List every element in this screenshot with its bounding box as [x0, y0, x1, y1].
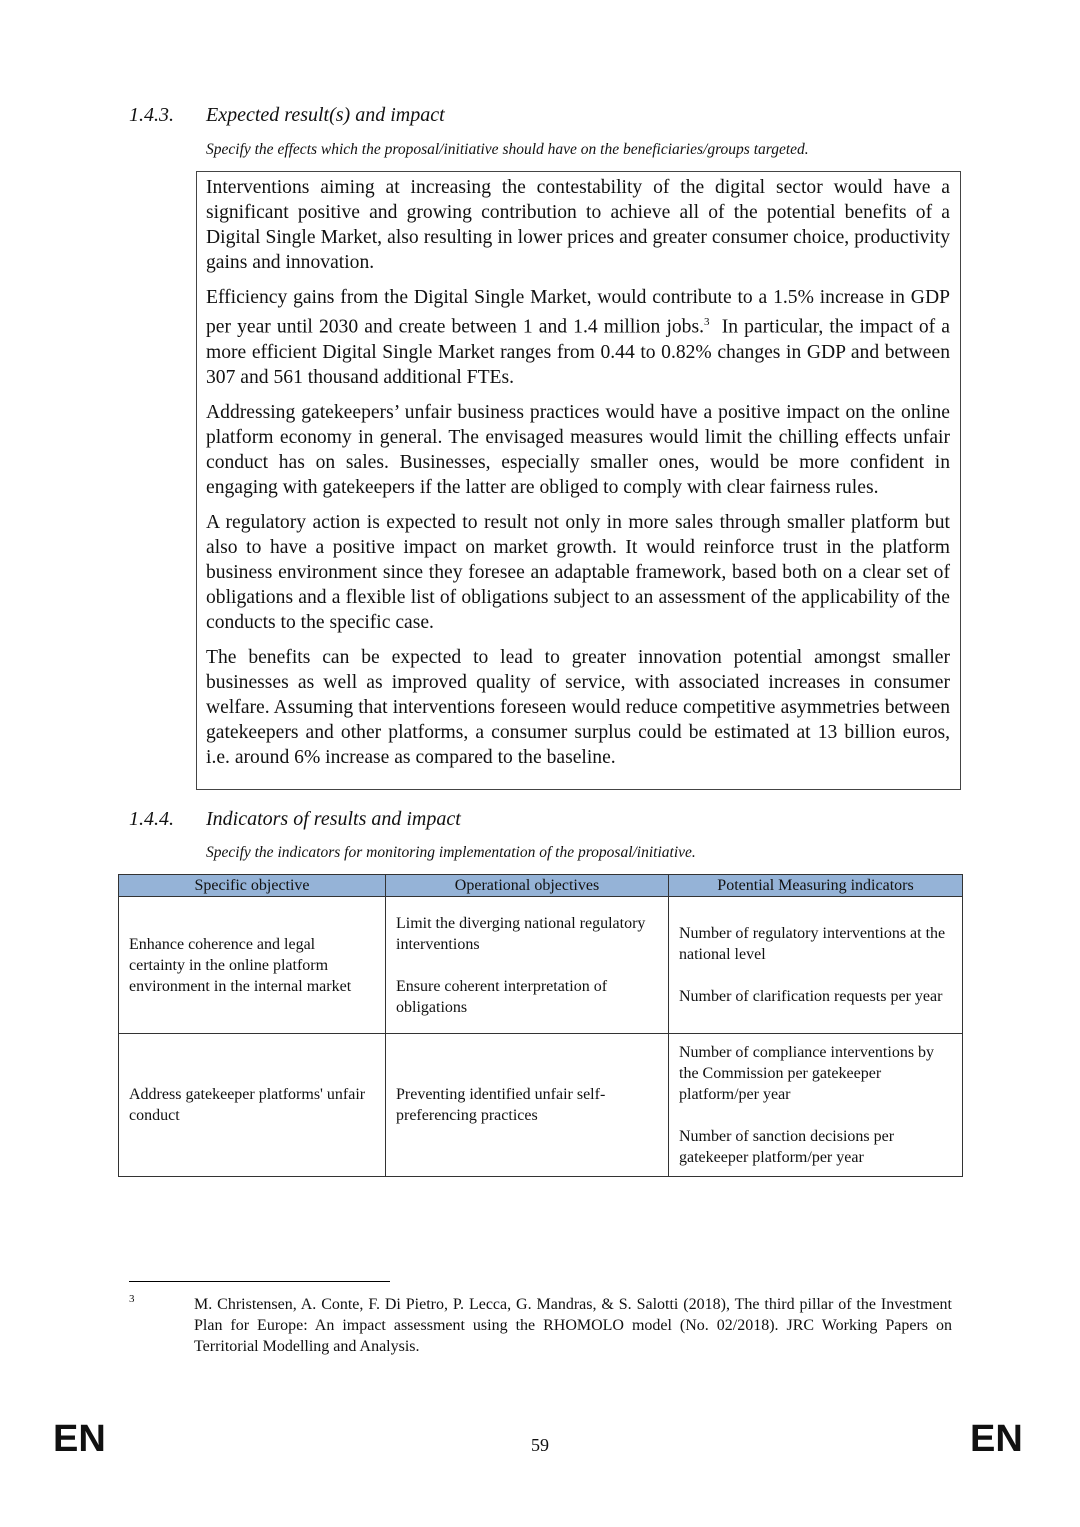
paragraph-text: In particular, the impact of a more efficient Digital Single Market ranges from 0.44 to 0.82% changes in GDP and between 307 and 561 thousand additional FTEs.: [206, 316, 950, 388]
footnote-text: M. Christensen, A. Conte, F. Di Pietro, P. Lecca, G. Mandras, & S. Salotti (2018), The third pillar of the Investment Plan for Europe: An impact assessment using the RHOMOLO model (No. 02/2018). JRC Working Papers on Territorial Modelling and Analysis.: [194, 1296, 952, 1355]
indicators-cell: [669, 1034, 963, 1177]
paragraph: Interventions aiming at increasing the contestability of the digital sector would have a significant positive and growing contribution to achieve all of the potential benefits of a Digital Single Market, also resulting in lower prices and greater consumer choice, productivity gains and innovation.: [206, 177, 950, 273]
language-label-left: EN: [53, 1418, 106, 1460]
page-number: 59: [531, 1435, 549, 1455]
objective-cell: Address gatekeeper platforms' unfair conduct: [119, 1034, 386, 1177]
objective-cell: Enhance coherence and legal certainty in the online platform environment in the internal market: [119, 897, 386, 1034]
section-instruction: Specify the effects which the proposal/initiative should have on the beneficiaries/groups targeted.: [206, 141, 809, 158]
operational-cell: [386, 897, 669, 1034]
paragraph-text: Efficiency gains from the Digital Single Market, would contribute to a 1.5% increase in GDP per year until 2030 and create between 1 and 1.4 million jobs.: [206, 287, 950, 338]
section-instruction: Specify the indicators for monitoring implementation of the proposal/initiative.: [206, 844, 696, 861]
paragraph: Addressing gatekeepers’ unfair business practices would have a positive impact on the online platform economy in general. The envisaged measures would limit the chilling effects unfair conduct has on sales. Businesses, especially smaller ones, would be more confident in engaging with gatekeepers if the latter are obliged to comply with clear fairness rules.: [206, 401, 950, 498]
footnote-ref[interactable]: 3: [704, 316, 710, 328]
cell-line: Number of compliance interventions by the Commission per gatekeeper platform/per year: [679, 1044, 935, 1103]
cell-line: Number of clarification requests per year: [679, 988, 943, 1005]
footnote-separator: [129, 1281, 390, 1282]
section-title: Indicators of results and impact: [206, 808, 461, 830]
cell-line: Limit the diverging national regulatory interventions: [396, 914, 646, 953]
table-header-row: [119, 875, 963, 897]
cell-line: Ensure coherent interpretation of obligations: [396, 977, 608, 1016]
section-title: Expected result(s) and impact: [206, 104, 445, 126]
expected-results-box: [196, 171, 961, 790]
cell-line: Preventing identified unfair self-preferencing practices: [396, 1086, 606, 1124]
section-number: 1.4.3.: [129, 104, 174, 126]
column-header: Specific objective: [119, 875, 386, 897]
cell-line: Number of regulatory interventions at the national level: [679, 925, 946, 963]
footnote-number: 3: [129, 1293, 135, 1305]
paragraph: The benefits can be expected to lead to greater innovation potential amongst smaller businesses as well as improved quality of service, with associated increases in consumer welfare. Assuming that interventions foreseen would reduce competitive asymmetries between gatekeepers and other platforms, a consumer surplus could be estimated at 13 billion euros, i.e. around 6% increase as compared to the baseline.: [206, 646, 950, 768]
cell-line: Number of sanction decisions per gatekeeper platform/per year: [679, 1128, 895, 1166]
paragraph: A regulatory action is expected to result not only in more sales through smaller platform but also to have a positive impact on market growth. It would reinforce trust in the platform business environment since they foresee an adaptable framework, based both on a clear set of obligations and a flexible list of obligations subject to an assessment of the applicability of the conducts to the specific case.: [206, 511, 950, 633]
operational-cell: [386, 1034, 669, 1177]
indicators-table: [118, 874, 963, 1177]
table-row: [119, 897, 963, 1034]
language-label-right: EN: [970, 1418, 1023, 1460]
column-header: Operational objectives: [386, 875, 669, 897]
column-header: Potential Measuring indicators: [669, 875, 963, 897]
table-row: [119, 1034, 963, 1177]
paragraph: [206, 285, 950, 390]
indicators-cell: [669, 897, 963, 1034]
section-number: 1.4.4.: [129, 808, 174, 830]
